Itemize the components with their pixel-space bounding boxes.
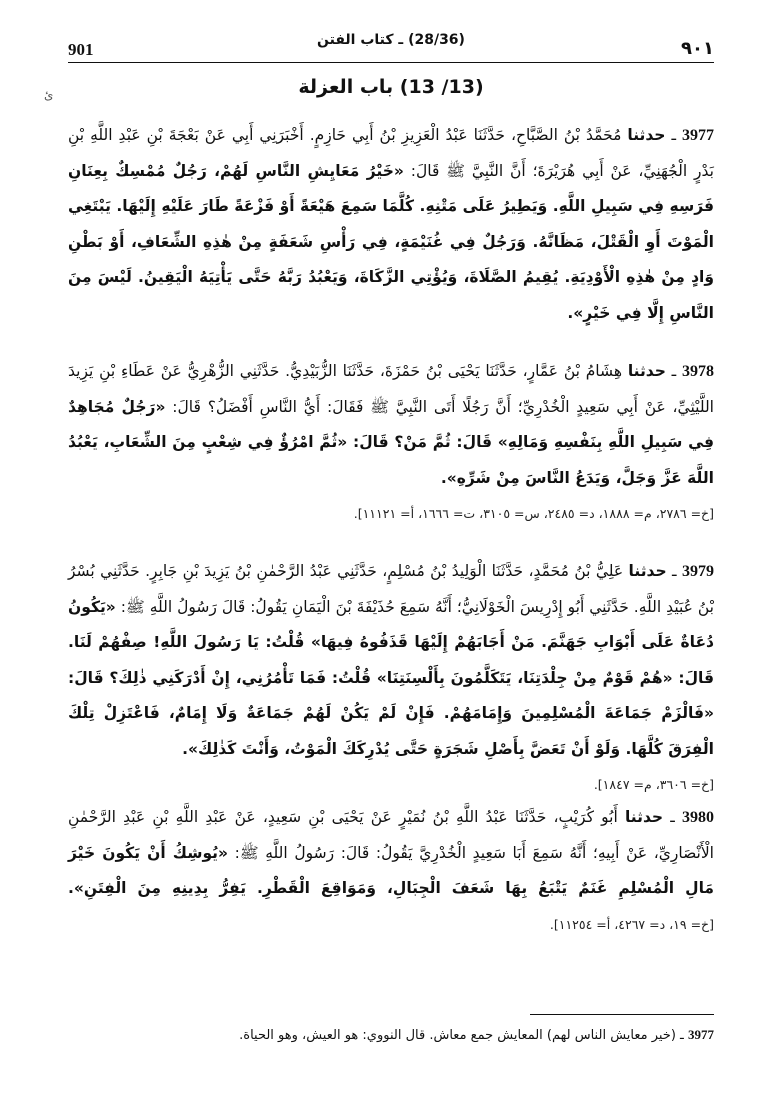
hadith-matn: «يَكُونُ دُعَاةٌ عَلَى أَبْوَابِ جَهَنَّمَ. مَنْ أَجَابَهُمْ إِلَيْهَا قَذَفُوهُ فِيهَا» قُلْتُ: يَا رَسُولَ اللَّهِ! صِفْهُمْ لَنَا. قَالَ: «هُمْ قَوْمٌ مِنْ جِلْدَتِنَا، يَتَكَلَّمُونَ بِأَلْسِنَتِنَا» قُلْتُ: فَمَا تَأْمُرُنِي، إِنْ أَدْرَكَنِي ذٰلِكَ؟ قَالَ: «فَالْزَمْ جَمَاعَةَ الْمُسْلِمِينَ وَإِمَامَهُمْ. فَإِنْ لَمْ يَكُنْ لَهُمْ جَمَاعَةٌ وَلَا إِمَامٌ، فَاعْتَزِلْ تِلْكَ الْفِرَقَ كُلَّهَا. وَلَوْ أَنْ تَعَضَّ بِأَصْلِ شَجَرَةٍ حَتَّى يُدْرِكَكَ الْمَوْتُ، وَأَنْتَ كَذٰلِكَ». [68,597,714,758]
hadith-number: 3978 [682,363,714,380]
page-number-arabic: ٩٠١ [681,38,714,59]
hadith-opening: حدثنا [627,126,666,144]
footnote-quote: (خير معايش الناس لهم) [546,1028,676,1043]
hadith-references: [خ= ٣٦٠٦، م= ١٨٤٧]. [593,777,714,792]
page-number-latin: 901 [68,40,94,59]
hadith-isnad: أَبُو كُرَيْبٍ، حَدَّثَنَا عَبْدُ اللَّهِ بْنُ نُمَيْرٍ عَنْ يَحْيَى بْنِ سَعِيدٍ، عَنْ عَبْدِ اللَّهِ بْنِ عَبْدِ الرَّحْمٰنِ الْأَنْصَارِيِّ، عَنْ أَبِيهِ؛ أَنَّهُ سَمِعَ أَبَا سَعِيدٍ الْخُدْرِيَّ يَقُولُ: قَالَ: رَسُولُ اللَّهِ ﷺ: [68,808,714,862]
hadith-opening: حدثنا [628,562,667,580]
hadith-entry: 3979 ـ حدثنا عَلِيُّ بْنُ مُحَمَّدٍ، حَدَّثَنَا الْوَلِيدُ بْنُ مُسْلِمٍ، حَدَّثَنِي عَبْدُ الرَّحْمٰنِ بْنُ يَزِيدَ بْنِ جَابِرٍ. حَدَّثَنِي بُسْرُ بْنُ عُبَيْدِ اللَّهِ. حَدَّثَنِي أَبُو إِدْرِيسَ الْخَوْلَانِيُّ؛ أَنَّهُ سَمِعَ حُذَيْفَةَ بْنَ الْيَمَانِ يَقُولُ: قَالَ رَسُولُ اللَّهِ ﷺ: «يَكُونُ دُعَاةٌ عَلَى أَبْوَابِ جَهَنَّمَ. مَنْ أَجَابَهُمْ إِلَيْهَا قَذَفُوهُ فِيهَا» قُلْتُ: يَا رَسُولَ اللَّهِ! صِفْهُمْ لَنَا. قَالَ: «هُمْ قَوْمٌ مِنْ جِلْدَتِنَا، يَتَكَلَّمُونَ بِأَلْسِنَتِنَا» قُلْتُ: فَمَا تَأْمُرُنِي، إِنْ أَدْرَكَنِي ذٰلِكَ؟ قَالَ: «فَالْزَمْ جَمَاعَةَ الْمُسْلِمِينَ وَإِمَامَهُمْ. فَإِنْ لَمْ يَكُنْ لَهُمْ جَمَاعَةٌ وَلَا إِمَامٌ، فَاعْتَزِلْ تِلْكَ الْفِرَقَ كُلَّهَا. وَلَوْ أَنْ تَعَضَّ بِأَصْلِ شَجَرَةٍ حَتَّى يُدْرِكَكَ الْمَوْتُ، وَأَنْتَ كَذٰلِكَ». [خ= ٣٦٠٦، م= ١٨٤٧]. [68,562,714,792]
margin-mark-icon: ﺉ [44,88,54,102]
hadith-number: 3980 [682,809,715,826]
chapter-title: (13/ 13) باب العزلة [298,76,484,98]
hadith-entry: 3980 ـ حدثنا أَبُو كُرَيْبٍ، حَدَّثَنَا عَبْدُ اللَّهِ بْنُ نُمَيْرٍ عَنْ يَحْيَى بْنِ سَعِيدٍ، عَنْ عَبْدِ اللَّهِ بْنِ عَبْدِ الرَّحْمٰنِ الْأَنْصَارِيِّ، عَنْ أَبِيهِ؛ أَنَّهُ سَمِعَ أَبَا سَعِيدٍ الْخُدْرِيَّ يَقُولُ: قَالَ: رَسُولُ اللَّهِ ﷺ: «يُوشِكُ أَنْ يَكُونَ خَيْرَ مَالِ الْمُسْلِمِ غَنَمٌ يَتْبَعُ بِهَا شَعَفَ الْجِبَالِ، وَمَوَاقِعَ الْقَطْرِ. يَفِرُّ بِدِينِهِ مِنَ الْفِتَنِ». [خ= ١٩، د= ٤٢٦٧، أ= ١١٢٥٤]. [68,808,715,932]
footnote-text: المعايش جمع معاش. قال النووي: هو العيش، وهو الحياة. [239,1028,543,1043]
hadith-matn: «رَجُلٌ مُجَاهِدٌ فِي سَبِيلِ اللَّهِ بِنَفْسِهِ وَمَالِهِ» قَالَ: ثُمَّ مَنْ؟ قَالَ: «ثُمَّ امْرُؤٌ فِي شِعْبٍ مِنَ الشِّعَابِ، يَعْبُدُ اللَّهَ عَزَّ وَجَلَّ، وَيَدَعُ النَّاسَ مِنْ شَرِّهِ». [68,397,714,487]
hadith-entry: 3978 ـ حدثنا هِشَامُ بْنُ عَمَّارٍ، حَدَّثَنَا يَحْيَى بْنُ حَمْزَةَ، حَدَّثَنَا الزُّبَيْدِيُّ. حَدَّثَنِي الزُّهْرِيُّ عَنْ عَطَاءِ بْنِ يَزِيدَ اللَّيْثِيِّ، عَنْ أَبِي سَعِيدٍ الْخُدْرِيِّ؛ أَنَّ رَجُلًا أَتَى النَّبِيَّ ﷺ فَقَالَ: أَيُّ النَّاسِ أَفْضَلُ؟ قَالَ: «رَجُلٌ مُجَاهِدٌ فِي سَبِيلِ اللَّهِ بِنَفْسِهِ وَمَالِهِ» قَالَ: ثُمَّ مَنْ؟ قَالَ: «ثُمَّ امْرُؤٌ فِي شِعْبٍ مِنَ الشِّعَابِ، يَعْبُدُ اللَّهَ عَزَّ وَجَلَّ، وَيَدَعُ النَّاسَ مِنْ شَرِّهِ». [خ= ٢٧٨٦، م= ١٨٨٨، د= ٢٤٨٥، س= ٣١٠٥، ت= ١٦٦٦، أ= ١١١٢١]. [68,362,714,521]
hadith-references: [خ= ١٩، د= ٤٢٦٧، أ= ١١٢٥٤]. [549,916,714,932]
hadith-number: 3977 [682,127,714,144]
hadith-number: 3979 [682,563,714,580]
hadith-isnad: مُحَمَّدُ بْنُ الصَّبَّاحِ، حَدَّثَنَا عَبْدُ الْعَزِيزِ بْنُ أَبِي حَازِمٍ. أَخْبَرَنِي أَبِي عَنْ بَعْجَةَ بْنِ عَبْدِ اللَّهِ بْنِ بَدْرٍ الْجُهَنِيِّ، عَنْ أَبِي هُرَيْرَةَ؛ أَنَّ النَّبِيَّ ﷺ قَالَ: [68,126,714,180]
hadith-opening: حدثنا [627,362,666,380]
hadith-isnad: هِشَامُ بْنُ عَمَّارٍ، حَدَّثَنَا يَحْيَى بْنُ حَمْزَةَ، حَدَّثَنَا الزُّبَيْدِيُّ. حَدَّثَنِي الزُّهْرِيُّ عَنْ عَطَاءِ بْنِ يَزِيدَ اللَّيْثِيِّ، عَنْ أَبِي سَعِيدٍ الْخُدْرِيِّ؛ أَنَّ رَجُلًا أَتَى النَّبِيَّ ﷺ فَقَالَ: أَيُّ النَّاسِ أَفْضَلُ؟ قَالَ: [68,362,714,416]
hadith-isnad: عَلِيُّ بْنُ مُحَمَّدٍ، حَدَّثَنَا الْوَلِيدُ بْنُ مُسْلِمٍ، حَدَّثَنِي عَبْدُ الرَّحْمٰنِ بْنُ يَزِيدَ بْنِ جَابِرٍ. حَدَّثَنِي بُسْرُ بْنُ عُبَيْدِ اللَّهِ. حَدَّثَنِي أَبُو إِدْرِيسَ الْخَوْلَانِيُّ؛ أَنَّهُ سَمِعَ حُذَيْفَةَ بْنَ الْيَمَانِ يَقُولُ: قَالَ رَسُولُ اللَّهِ ﷺ: [68,562,714,616]
hadith-references: [خ= ٢٧٨٦، م= ١٨٨٨، د= ٢٤٨٥، س= ٣١٠٥، ت= ١٦٦٦، أ= ١١١٢١]. [353,506,714,521]
hadith-matn: «يُوشِكُ أَنْ يَكُونَ خَيْرَ مَالِ الْمُسْلِمِ غَنَمٌ يَتْبَعُ بِهَا شَعَفَ الْجِبَالِ، وَمَوَاقِعَ الْقَطْرِ. يَفِرُّ بِدِينِهِ مِنَ الْفِتَنِ». [68,843,714,897]
footnote-separator [530,1014,714,1015]
running-title: (28/36) ـ كتاب الفتن [317,32,465,48]
hadith-entry: 3977 ـ حدثنا مُحَمَّدُ بْنُ الصَّبَّاحِ، حَدَّثَنَا عَبْدُ الْعَزِيزِ بْنُ أَبِي حَازِمٍ. أَخْبَرَنِي أَبِي عَنْ بَعْجَةَ بْنِ عَبْدِ اللَّهِ بْنِ بَدْرٍ الْجُهَنِيِّ، عَنْ أَبِي هُرَيْرَةَ؛ أَنَّ النَّبِيَّ ﷺ قَالَ: «خَيْرُ مَعَايِشِ النَّاسِ لَهُمْ، رَجُلٌ مُمْسِكٌ بِعِنَانِ فَرَسِهِ فِي سَبِيلِ اللَّهِ. وَيَطِيرُ عَلَى مَتْنِهِ. كُلَّمَا سَمِعَ هَيْعَةً أَوْ فَزْعَةً طَارَ عَلَيْهِ إِلَيْهَا. يَبْتَغِي الْمَوْتَ أَوِ الْقَتْلَ، مَظَانَّهُ. وَرَجُلٌ فِي غُنَيْمَةٍ، فِي رَأْسِ شَعَفَةٍ مِنْ هٰذِهِ الشِّعَافِ، أَوْ بَطْنِ وَادٍ مِنْ هٰذِهِ الْأَوْدِيَةِ. يُقِيمُ الصَّلَاةَ، وَيُؤْتِي الزَّكَاةَ، وَيَعْبُدُ رَبَّهُ حَتَّى يَأْتِيَهُ الْيَقِينُ. لَيْسَ مِنَ النَّاسِ إِلَّا فِي خَيْرٍ». [68,126,714,322]
footnote: 3977 ـ (خير معايش الناس لهم) المعايش جمع معاش. قال النووي: هو العيش، وهو الحياة. [239,1027,714,1043]
footnote-number: 3977 [688,1027,714,1042]
hadith-matn: «خَيْرُ مَعَايِشِ النَّاسِ لَهُمْ، رَجُلٌ مُمْسِكٌ بِعِنَانِ فَرَسِهِ فِي سَبِيلِ اللَّهِ. وَيَطِيرُ عَلَى مَتْنِهِ. كُلَّمَا سَمِعَ هَيْعَةً أَوْ فَزْعَةً طَارَ عَلَيْهِ إِلَيْهَا. يَبْتَغِي الْمَوْتَ أَوِ الْقَتْلَ، مَظَانَّهُ. وَرَجُلٌ فِي غُنَيْمَةٍ، فِي رَأْسِ شَعَفَةٍ مِنْ هٰذِهِ الشِّعَافِ، أَوْ بَطْنِ وَادٍ مِنْ هٰذِهِ الْأَوْدِيَةِ. يُقِيمُ الصَّلَاةَ، وَيُؤْتِي الزَّكَاةَ، وَيَعْبُدُ رَبَّهُ حَتَّى يَأْتِيَهُ الْيَقِينُ. لَيْسَ مِنَ النَّاسِ إِلَّا فِي خَيْرٍ». [68,161,714,322]
hadith-opening: حدثنا [624,808,664,826]
running-header [68,28,714,63]
